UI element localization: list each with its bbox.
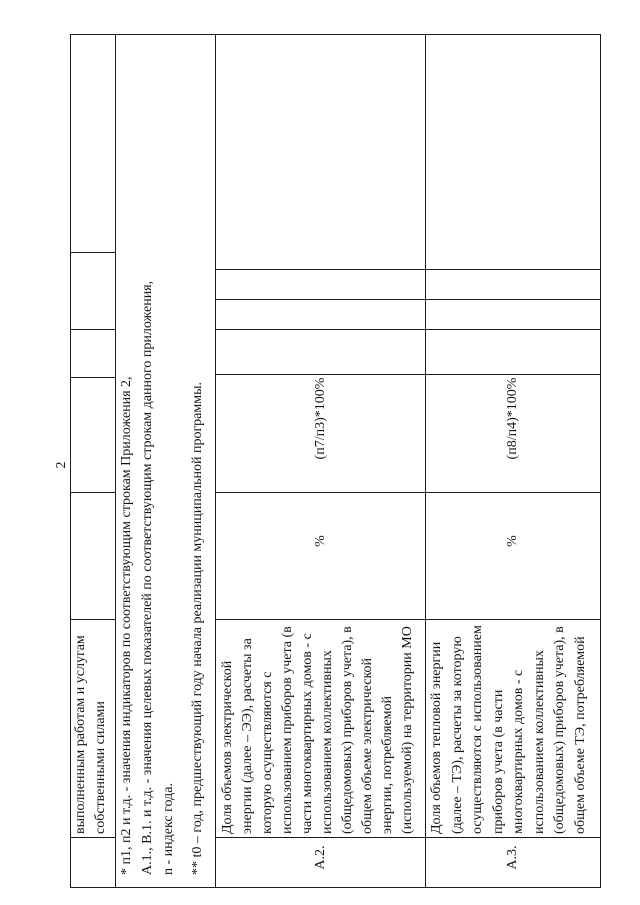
indicator-name-line: части многоквартирных домов - с [300, 633, 315, 834]
indicator-name-line: выполненным работам и услугам [73, 635, 88, 834]
indicator-name-line: энергии (далее – ЭЭ), расчеты за [240, 638, 255, 834]
indicator-name-line: которую осуществляются с [260, 671, 275, 834]
cell-indicator-name [425, 619, 601, 838]
indicator-name-line: энергии, потребляемой [380, 695, 395, 834]
indicator-name-line: Доля объемов электрической [220, 660, 235, 834]
indicator-name-line: собственными силами [93, 701, 108, 834]
footnote-line: * п1, п2 и т.д. - значения индикаторов по соответствующим строкам Приложения 2, [119, 376, 134, 875]
indicator-name-line: общем объеме электрической [360, 657, 375, 834]
cell-indicator-name [215, 619, 426, 838]
footnote-line: ** t0 – год, предшествующий году начала реализации муниципальной программы. [190, 381, 205, 875]
footnote-line: n - индекс года. [161, 783, 176, 875]
page-number: 2 [54, 461, 69, 469]
indicator-name-line: использованием коллективных [531, 650, 547, 834]
indicator-name-line: осуществляются с использованием [470, 625, 485, 834]
indicator-name-line: (общедомовых) приборов учета), в [340, 626, 355, 834]
cell-value-empty [70, 329, 116, 378]
indicator-name-line: (общедомовых) приборов учета), в [552, 626, 567, 834]
cell-value-empty [425, 329, 601, 375]
cell-value-empty [215, 34, 426, 270]
cell-value-empty [425, 269, 601, 300]
cell-indicator-name [70, 619, 116, 838]
cell-value-empty [425, 299, 601, 330]
indicator-name-line: многоквартирных домов - с [511, 669, 526, 834]
cell-value-empty [215, 299, 426, 330]
indicator-name-line: использованием приборов учета (в [280, 626, 295, 834]
indicator-name-line: использованием коллективных [320, 650, 335, 834]
cell-value-empty [425, 34, 601, 270]
footnotes [115, 34, 216, 888]
cell-formula: (п8/п4)*100% [425, 374, 601, 493]
indicator-name-line: (далее – ТЭ), расчеты за которую [449, 636, 465, 834]
indicator-name-line: (используемой) на территории МО [400, 626, 415, 834]
footnote-line: А.1., В.1. и т.д. - значения целевых показателей по соответствующим строкам данного приложения, [140, 280, 155, 875]
indicator-name-line: Доля объемов тепловой энергии [429, 641, 444, 834]
indicator-name-line: общем объеме ТЭ, потребляемой [572, 636, 588, 834]
cell-value-empty [70, 34, 116, 253]
cell-unit: % [215, 492, 426, 620]
cell-unit: % [425, 492, 601, 620]
indicator-name-line: приборов учета (в части [490, 689, 506, 834]
cell-value-empty [70, 252, 116, 330]
cell-number: А.3. [425, 837, 601, 888]
cell-number: А.2. [215, 837, 426, 888]
cell-value-empty [215, 269, 426, 300]
cell-formula: (п7/п3)*100% [215, 374, 426, 493]
cell-value-empty [215, 329, 426, 375]
cell-formula-empty [70, 377, 116, 493]
cell-unit-empty [70, 492, 116, 620]
cell-number-empty [70, 837, 116, 888]
